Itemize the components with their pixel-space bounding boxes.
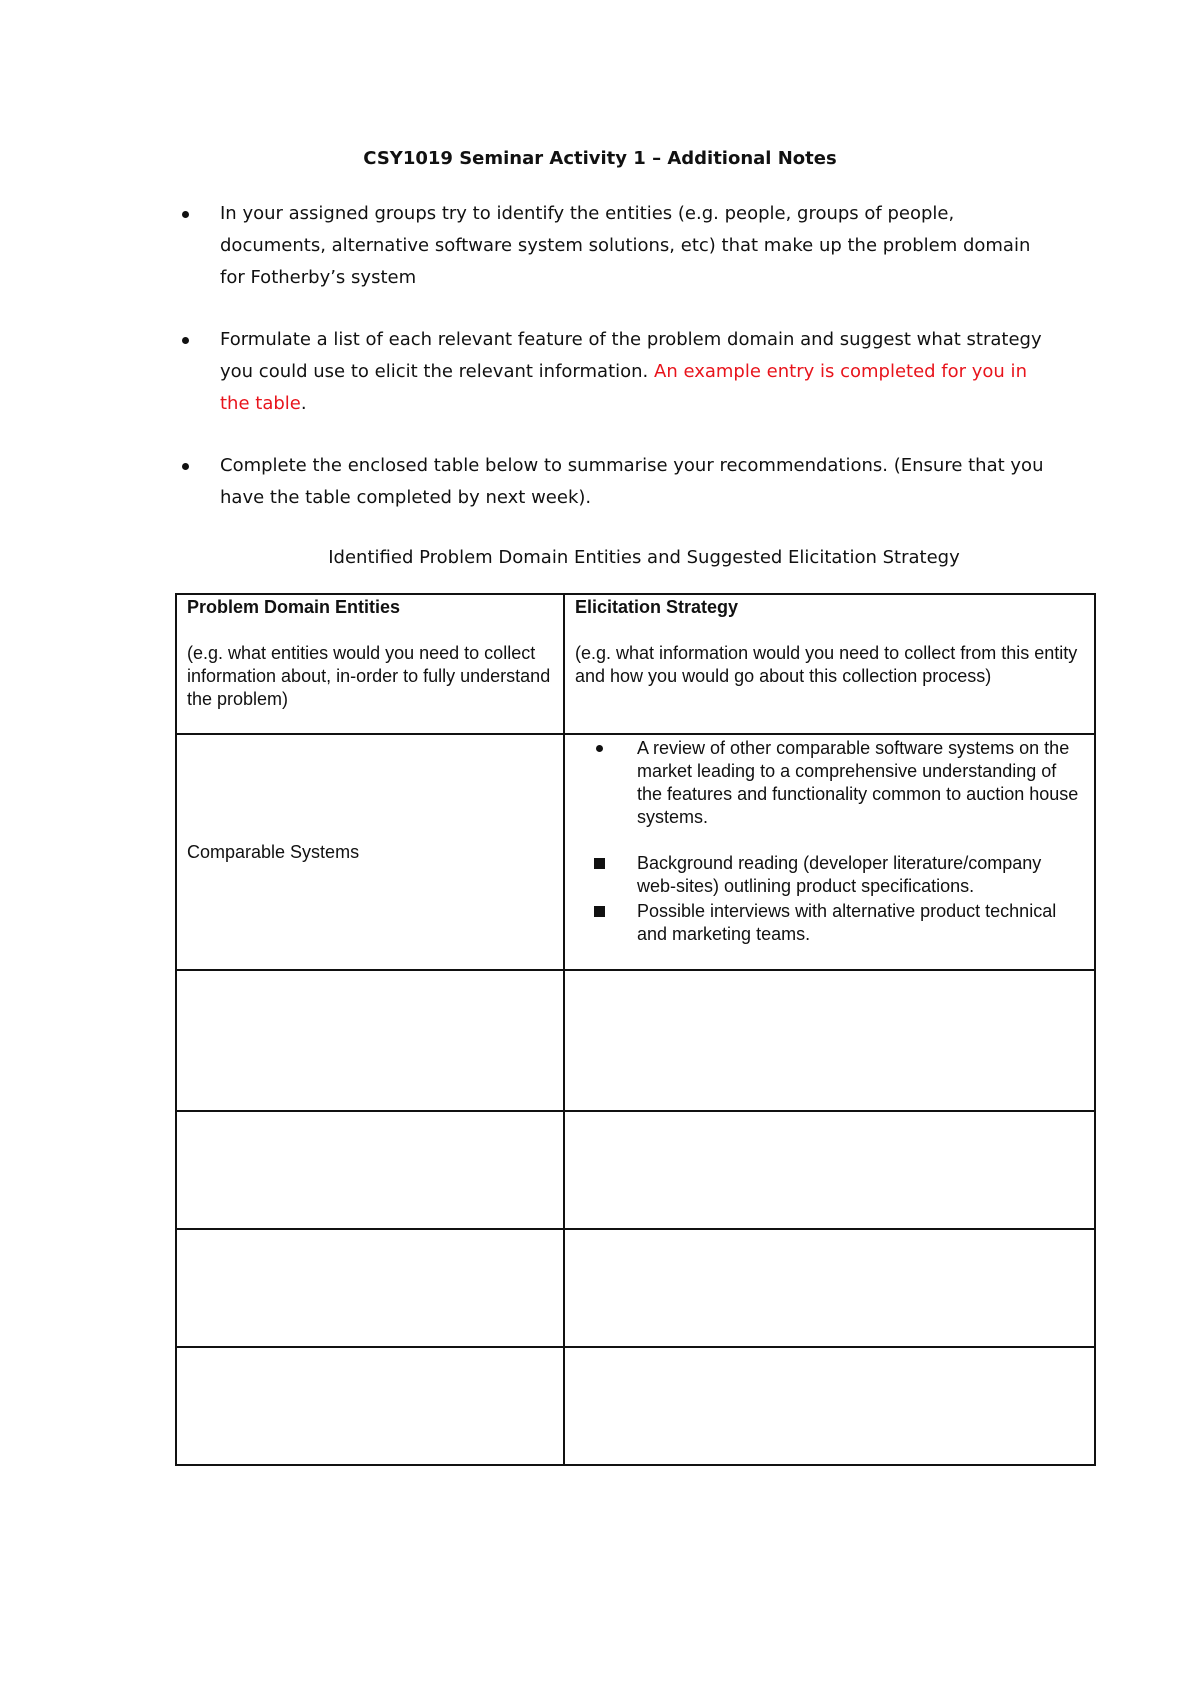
table-row — [176, 1229, 1095, 1347]
table-row — [176, 970, 1095, 1111]
square-bullet-icon — [594, 906, 605, 917]
strategy-cell — [564, 734, 1095, 970]
empty-entity-cell[interactable] — [176, 1347, 564, 1465]
empty-entity-cell[interactable] — [176, 970, 564, 1111]
header-title: Elicitation Strategy — [575, 597, 739, 617]
empty-strategy-cell[interactable] — [564, 1229, 1095, 1347]
instruction-suffix: . — [300, 393, 307, 414]
instruction-item — [180, 198, 1060, 294]
strategy-text: A review of other comparable software systems on the market leading to a comprehensive understanding of the features and functionality common to auction house systems. — [637, 738, 1079, 827]
strategy-item — [637, 900, 1084, 946]
empty-strategy-cell[interactable] — [564, 1347, 1095, 1465]
bullet-icon — [182, 463, 189, 470]
page-title: CSY1019 Seminar Activity 1 – Additional Notes — [363, 148, 837, 169]
instruction-text: In your assigned groups try to identify the entities (e.g. people, groups of people, documents, alternative software system solutions, etc) that make up the problem domain for Fotherby’s system — [220, 203, 1031, 288]
bullet-icon — [182, 211, 189, 218]
table-title: Identified Problem Domain Entities and Suggested Elicitation Strategy — [328, 547, 960, 568]
table-header-row — [176, 594, 1095, 734]
table-row — [176, 734, 1095, 970]
strategy-text: Possible interviews with alternative product technical and marketing teams. — [637, 901, 1057, 944]
bullet-icon — [596, 745, 603, 752]
strategy-item — [637, 737, 1084, 829]
header-cell-entities — [176, 594, 564, 734]
strategy-list — [575, 737, 1084, 946]
instruction-item — [180, 450, 1060, 514]
entity-cell: Comparable Systems — [176, 734, 564, 970]
instruction-item — [180, 324, 1060, 420]
strategy-item — [637, 852, 1084, 898]
table-row — [176, 1347, 1095, 1465]
instruction-list — [180, 198, 1060, 544]
entities-table — [175, 593, 1096, 1466]
table-row — [176, 1111, 1095, 1229]
header-cell-strategy — [564, 594, 1095, 734]
strategy-text: Background reading (developer literature/company web-sites) outlining product specifications. — [637, 853, 1042, 896]
square-bullet-icon — [594, 858, 605, 869]
empty-strategy-cell[interactable] — [564, 970, 1095, 1111]
empty-entity-cell[interactable] — [176, 1111, 564, 1229]
empty-entity-cell[interactable] — [176, 1229, 564, 1347]
header-title: Problem Domain Entities — [187, 597, 401, 617]
instruction-text: Complete the enclosed table below to summarise your recommendations. (Ensure that you have the table completed by next week). — [220, 455, 1044, 508]
header-note: (e.g. what information would you need to collect from this entity and how you would go about this collection process) — [575, 643, 1078, 686]
empty-strategy-cell[interactable] — [564, 1111, 1095, 1229]
instruction-text: Formulate a list of each relevant feature of the problem domain and suggest what strategy you could use to elicit the relevant information. — [220, 329, 1042, 382]
highlight-text: An example entry is completed for you in the table — [220, 361, 1027, 414]
bullet-icon — [182, 337, 189, 344]
header-note: (e.g. what entities would you need to collect information about, in-order to fully understand the problem) — [187, 643, 551, 709]
